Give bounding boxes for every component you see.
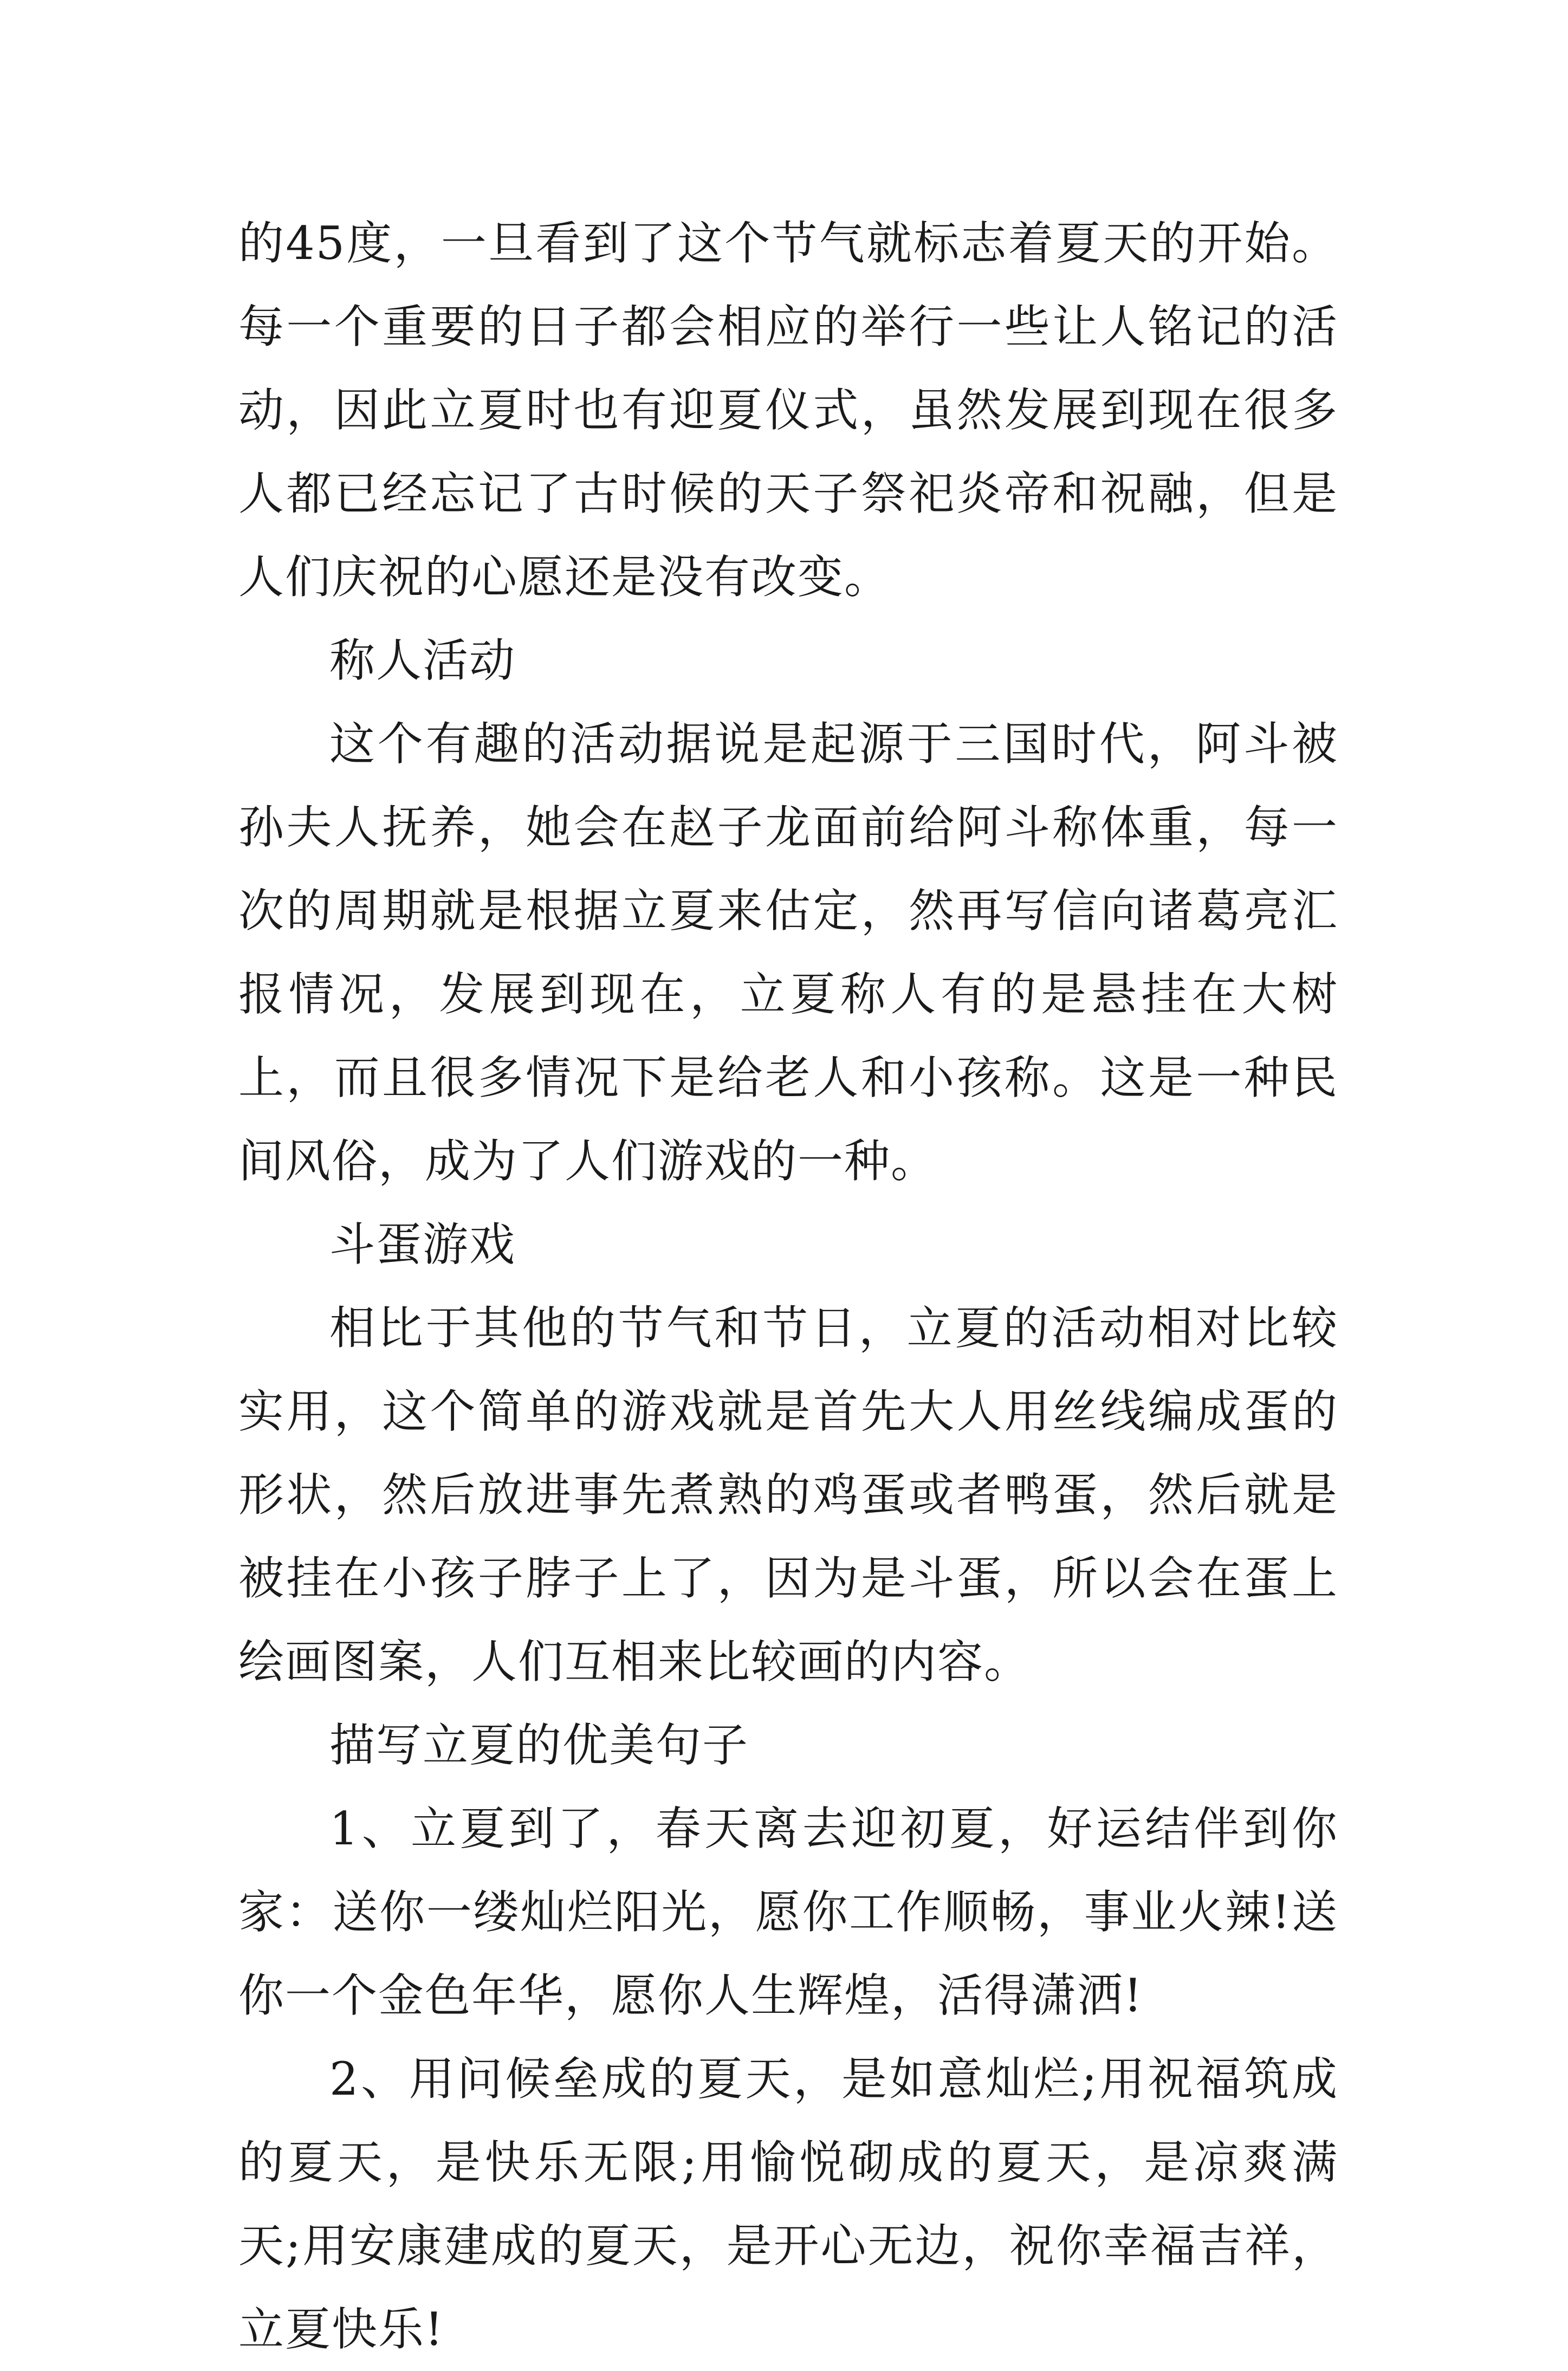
paragraph-sentence-2: 2、用问候垒成的夏天，是如意灿烂;用祝福筑成的夏天，是快乐无限;用愉悦砌成的夏天，是凉爽满天;用安康建成的夏天，是开心无边，祝你幸福吉祥，立夏快乐! bbox=[238, 2052, 1338, 2356]
heading-weighing-activity: 称人活动 bbox=[329, 634, 516, 687]
paragraph-weighing-activity: 这个有趣的活动据说是起源于三国时代，阿斗被孙夫人抚养，她会在赵子龙面前给阿斗称体重，每一次的周期就是根据立夏来估定，然再写信向诸葛亮汇报情况，发展到现在，立夏称人有的是悬挂在大树上，而且很多情况下是给老人和小孩称。这是一种民间风俗，成为了人们游戏的一种。 bbox=[238, 717, 1338, 1188]
paragraph-egg-game: 相比于其他的节气和节日，立夏的活动相对比较实用，这个简单的游戏就是首先大人用丝线编成蛋的形状，然后放进事先煮熟的鸡蛋或者鸭蛋，然后就是被挂在小孩子脖子上了，因为是斗蛋，所以会在蛋上绘画图案，人们互相来比较画的内容。 bbox=[238, 1301, 1338, 1688]
paragraph-sentence-1: 1、立夏到了，春天离去迎初夏，好运结伴到你家：送你一缕灿烂阳光，愿你工作顺畅，事业火辣!送你一个金色年华，愿你人生辉煌，活得潇洒! bbox=[238, 1802, 1338, 2022]
paragraph-intro: 的45度，一旦看到了这个节气就标志着夏天的开始。每一个重要的日子都会相应的举行一些让人铭记的活动，因此立夏时也有迎夏仪式，虽然发展到现在很多人都已经忘记了古时候的天子祭祀炎帝和祝融，但是人们庆祝的心愿还是没有改变。 bbox=[238, 217, 1338, 604]
heading-egg-game: 斗蛋游戏 bbox=[329, 1218, 516, 1271]
document-body bbox=[238, 202, 1338, 2371]
heading-beautiful-sentences: 描写立夏的优美句子 bbox=[329, 1719, 749, 1772]
